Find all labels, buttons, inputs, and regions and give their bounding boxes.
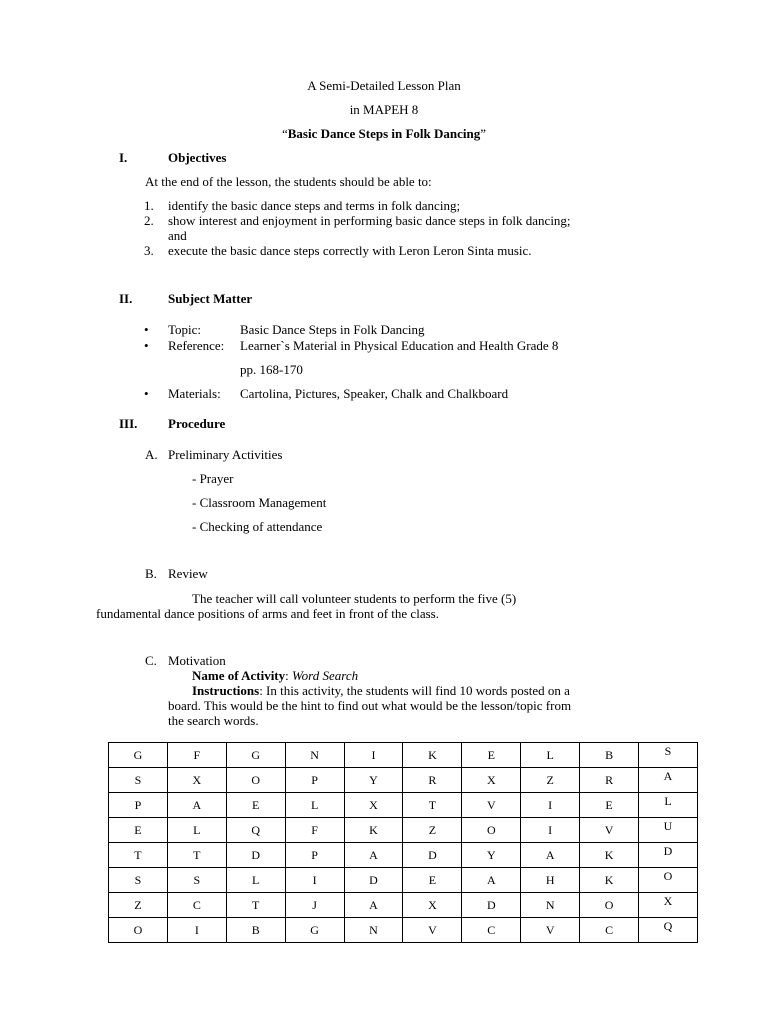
word-search-cell: Z (403, 818, 462, 843)
word-search-cell: E (462, 743, 521, 768)
instructions-text-1: : In this activity, the students will find 10 words posted on a (259, 683, 570, 698)
word-search-cell: R (403, 768, 462, 793)
review-text-line2: fundamental dance positions of arms and feet in front of the class. (96, 606, 439, 621)
word-search-cell: S (109, 768, 168, 793)
activity-name (192, 668, 358, 683)
word-search-cell: I (521, 793, 580, 818)
instructions-line2: board. This would be the hint to find out what would be the lesson/topic from (168, 698, 572, 713)
word-search-cell: E (403, 868, 462, 893)
word-search-row (109, 918, 698, 943)
word-search-row (109, 743, 698, 768)
word-search-row (109, 893, 698, 918)
close-quote: ” (480, 126, 487, 141)
word-search-cell: P (285, 843, 344, 868)
objective-num-3: 3. (144, 243, 154, 258)
word-search-cell: E (226, 793, 285, 818)
word-search-cell: L (285, 793, 344, 818)
topic-value: Basic Dance Steps in Folk Dancing (240, 322, 425, 337)
word-search-cell: Z (109, 893, 168, 918)
word-search-cell: L (521, 743, 580, 768)
word-search-cell: F (285, 818, 344, 843)
objective-text-2: show interest and enjoyment in performing basic dance steps in folk dancing; (168, 213, 571, 228)
word-search-cell: C (167, 893, 226, 918)
step-a-title: Preliminary Activities (168, 447, 283, 462)
word-search-cell: K (580, 843, 639, 868)
word-search-cell: Y (462, 843, 521, 868)
word-search-cell: O (226, 768, 285, 793)
word-search-cell: X (403, 893, 462, 918)
word-search-cell: T (167, 843, 226, 868)
word-search-cell: I (344, 743, 403, 768)
objective-num-2: 2. (144, 213, 154, 228)
word-search-cell: U (639, 818, 698, 843)
word-search-cell: P (109, 793, 168, 818)
subject-matter-heading: Subject Matter (168, 291, 253, 306)
word-search-row (109, 793, 698, 818)
word-search-cell: T (226, 893, 285, 918)
word-search-cell: D (403, 843, 462, 868)
word-search-cell: E (109, 818, 168, 843)
word-search-cell: K (580, 868, 639, 893)
word-search-cell: G (285, 918, 344, 943)
word-search-cell: D (639, 843, 698, 868)
instructions-label: Instructions (192, 683, 260, 698)
word-search-cell: Q (226, 818, 285, 843)
step-c-label: C. (145, 653, 157, 668)
reference-label: Reference: (168, 338, 225, 353)
activity-name-label: Name of Activity (192, 668, 286, 683)
word-search-cell: E (580, 793, 639, 818)
step-c-title: Motivation (168, 653, 226, 668)
word-search-cell: N (344, 918, 403, 943)
objectives-heading: Objectives (168, 150, 227, 165)
word-search-cell: B (580, 743, 639, 768)
review-text-line1: The teacher will call volunteer students to perform the five (5) (192, 591, 517, 606)
word-search-cell: J (285, 893, 344, 918)
word-search-cell: L (226, 868, 285, 893)
word-search-cell: P (285, 768, 344, 793)
word-search-cell: Z (521, 768, 580, 793)
word-search-cell: H (521, 868, 580, 893)
preliminary-item: - Prayer (192, 471, 234, 486)
word-search-cell: I (285, 868, 344, 893)
instructions-line3: the search words. (168, 713, 259, 728)
word-search-cell: G (226, 743, 285, 768)
doc-title-line2: in MAPEH 8 (349, 102, 419, 117)
section-numeral-3: III. (119, 416, 138, 431)
activity-name-value: Word Search (292, 668, 359, 683)
word-search-cell: D (226, 843, 285, 868)
objective-text-1: identify the basic dance steps and terms in folk dancing; (168, 198, 461, 213)
word-search-cell: V (580, 818, 639, 843)
word-search-cell: O (580, 893, 639, 918)
word-search-cell: X (167, 768, 226, 793)
preliminary-item: - Classroom Management (192, 495, 327, 510)
materials-label: Materials: (168, 386, 221, 401)
doc-title-line1: A Semi-Detailed Lesson Plan (307, 78, 461, 93)
step-b-title: Review (168, 566, 208, 581)
word-search-cell: V (403, 918, 462, 943)
word-search-cell: I (521, 818, 580, 843)
step-b-label: B. (145, 566, 157, 581)
word-search-row (109, 843, 698, 868)
word-search-cell: R (580, 768, 639, 793)
word-search-cell: S (639, 743, 698, 768)
word-search-cell: X (462, 768, 521, 793)
word-search-cell: Q (639, 918, 698, 943)
word-search-cell: C (462, 918, 521, 943)
word-search-cell: D (344, 868, 403, 893)
word-search-row (109, 868, 698, 893)
reference-pages: pp. 168-170 (240, 362, 303, 377)
word-search-cell: B (226, 918, 285, 943)
procedure-heading: Procedure (168, 416, 226, 431)
word-search-cell: X (344, 793, 403, 818)
instructions-line1 (192, 683, 570, 698)
word-search-cell: A (167, 793, 226, 818)
word-search-cell: T (403, 793, 462, 818)
word-search-row (109, 768, 698, 793)
bullet-icon: • (144, 386, 149, 401)
open-quote: “ (281, 126, 288, 141)
reference-value: Learner`s Material in Physical Education and Health Grade 8 (240, 338, 559, 353)
objectives-intro: At the end of the lesson, the students should be able to: (145, 174, 432, 189)
word-search-grid (108, 742, 698, 943)
word-search-cell: A (462, 868, 521, 893)
objective-num-1: 1. (144, 198, 154, 213)
topic-label: Topic: (168, 322, 202, 337)
preliminary-item: - Checking of attendance (192, 519, 323, 534)
word-search-cell: A (344, 893, 403, 918)
objective-text-3: execute the basic dance steps correctly with Leron Leron Sinta music. (168, 243, 532, 258)
word-search-cell: C (580, 918, 639, 943)
word-search-cell: T (109, 843, 168, 868)
word-search-row (109, 818, 698, 843)
activity-name-sep: : (285, 668, 293, 683)
word-search-cell: A (639, 768, 698, 793)
bullet-icon: • (144, 322, 149, 337)
section-numeral-1: I. (119, 150, 128, 165)
lesson-title (0, 126, 768, 141)
step-a-label: A. (145, 447, 158, 462)
word-search-cell: G (109, 743, 168, 768)
word-search-cell: V (462, 793, 521, 818)
word-search-cell: D (462, 893, 521, 918)
word-search-cell: V (521, 918, 580, 943)
word-search-cell: S (109, 868, 168, 893)
word-search-cell: N (521, 893, 580, 918)
word-search-cell: L (639, 793, 698, 818)
word-search-cell: K (344, 818, 403, 843)
bullet-icon: • (144, 338, 149, 353)
section-numeral-2: II. (119, 291, 133, 306)
materials-value: Cartolina, Pictures, Speaker, Chalk and Chalkboard (240, 386, 509, 401)
word-search-cell: K (403, 743, 462, 768)
word-search-cell: O (462, 818, 521, 843)
lesson-title-text: Basic Dance Steps in Folk Dancing (287, 126, 481, 141)
word-search-cell: I (167, 918, 226, 943)
word-search-cell: A (344, 843, 403, 868)
objective-text-2-cont: and (168, 228, 187, 243)
word-search-cell: S (167, 868, 226, 893)
word-search-cell: N (285, 743, 344, 768)
word-search-cell: L (167, 818, 226, 843)
word-search-cell: X (639, 893, 698, 918)
word-search-cell: Y (344, 768, 403, 793)
word-search-cell: O (109, 918, 168, 943)
word-search-cell: A (521, 843, 580, 868)
word-search-cell: O (639, 868, 698, 893)
word-search-cell: F (167, 743, 226, 768)
